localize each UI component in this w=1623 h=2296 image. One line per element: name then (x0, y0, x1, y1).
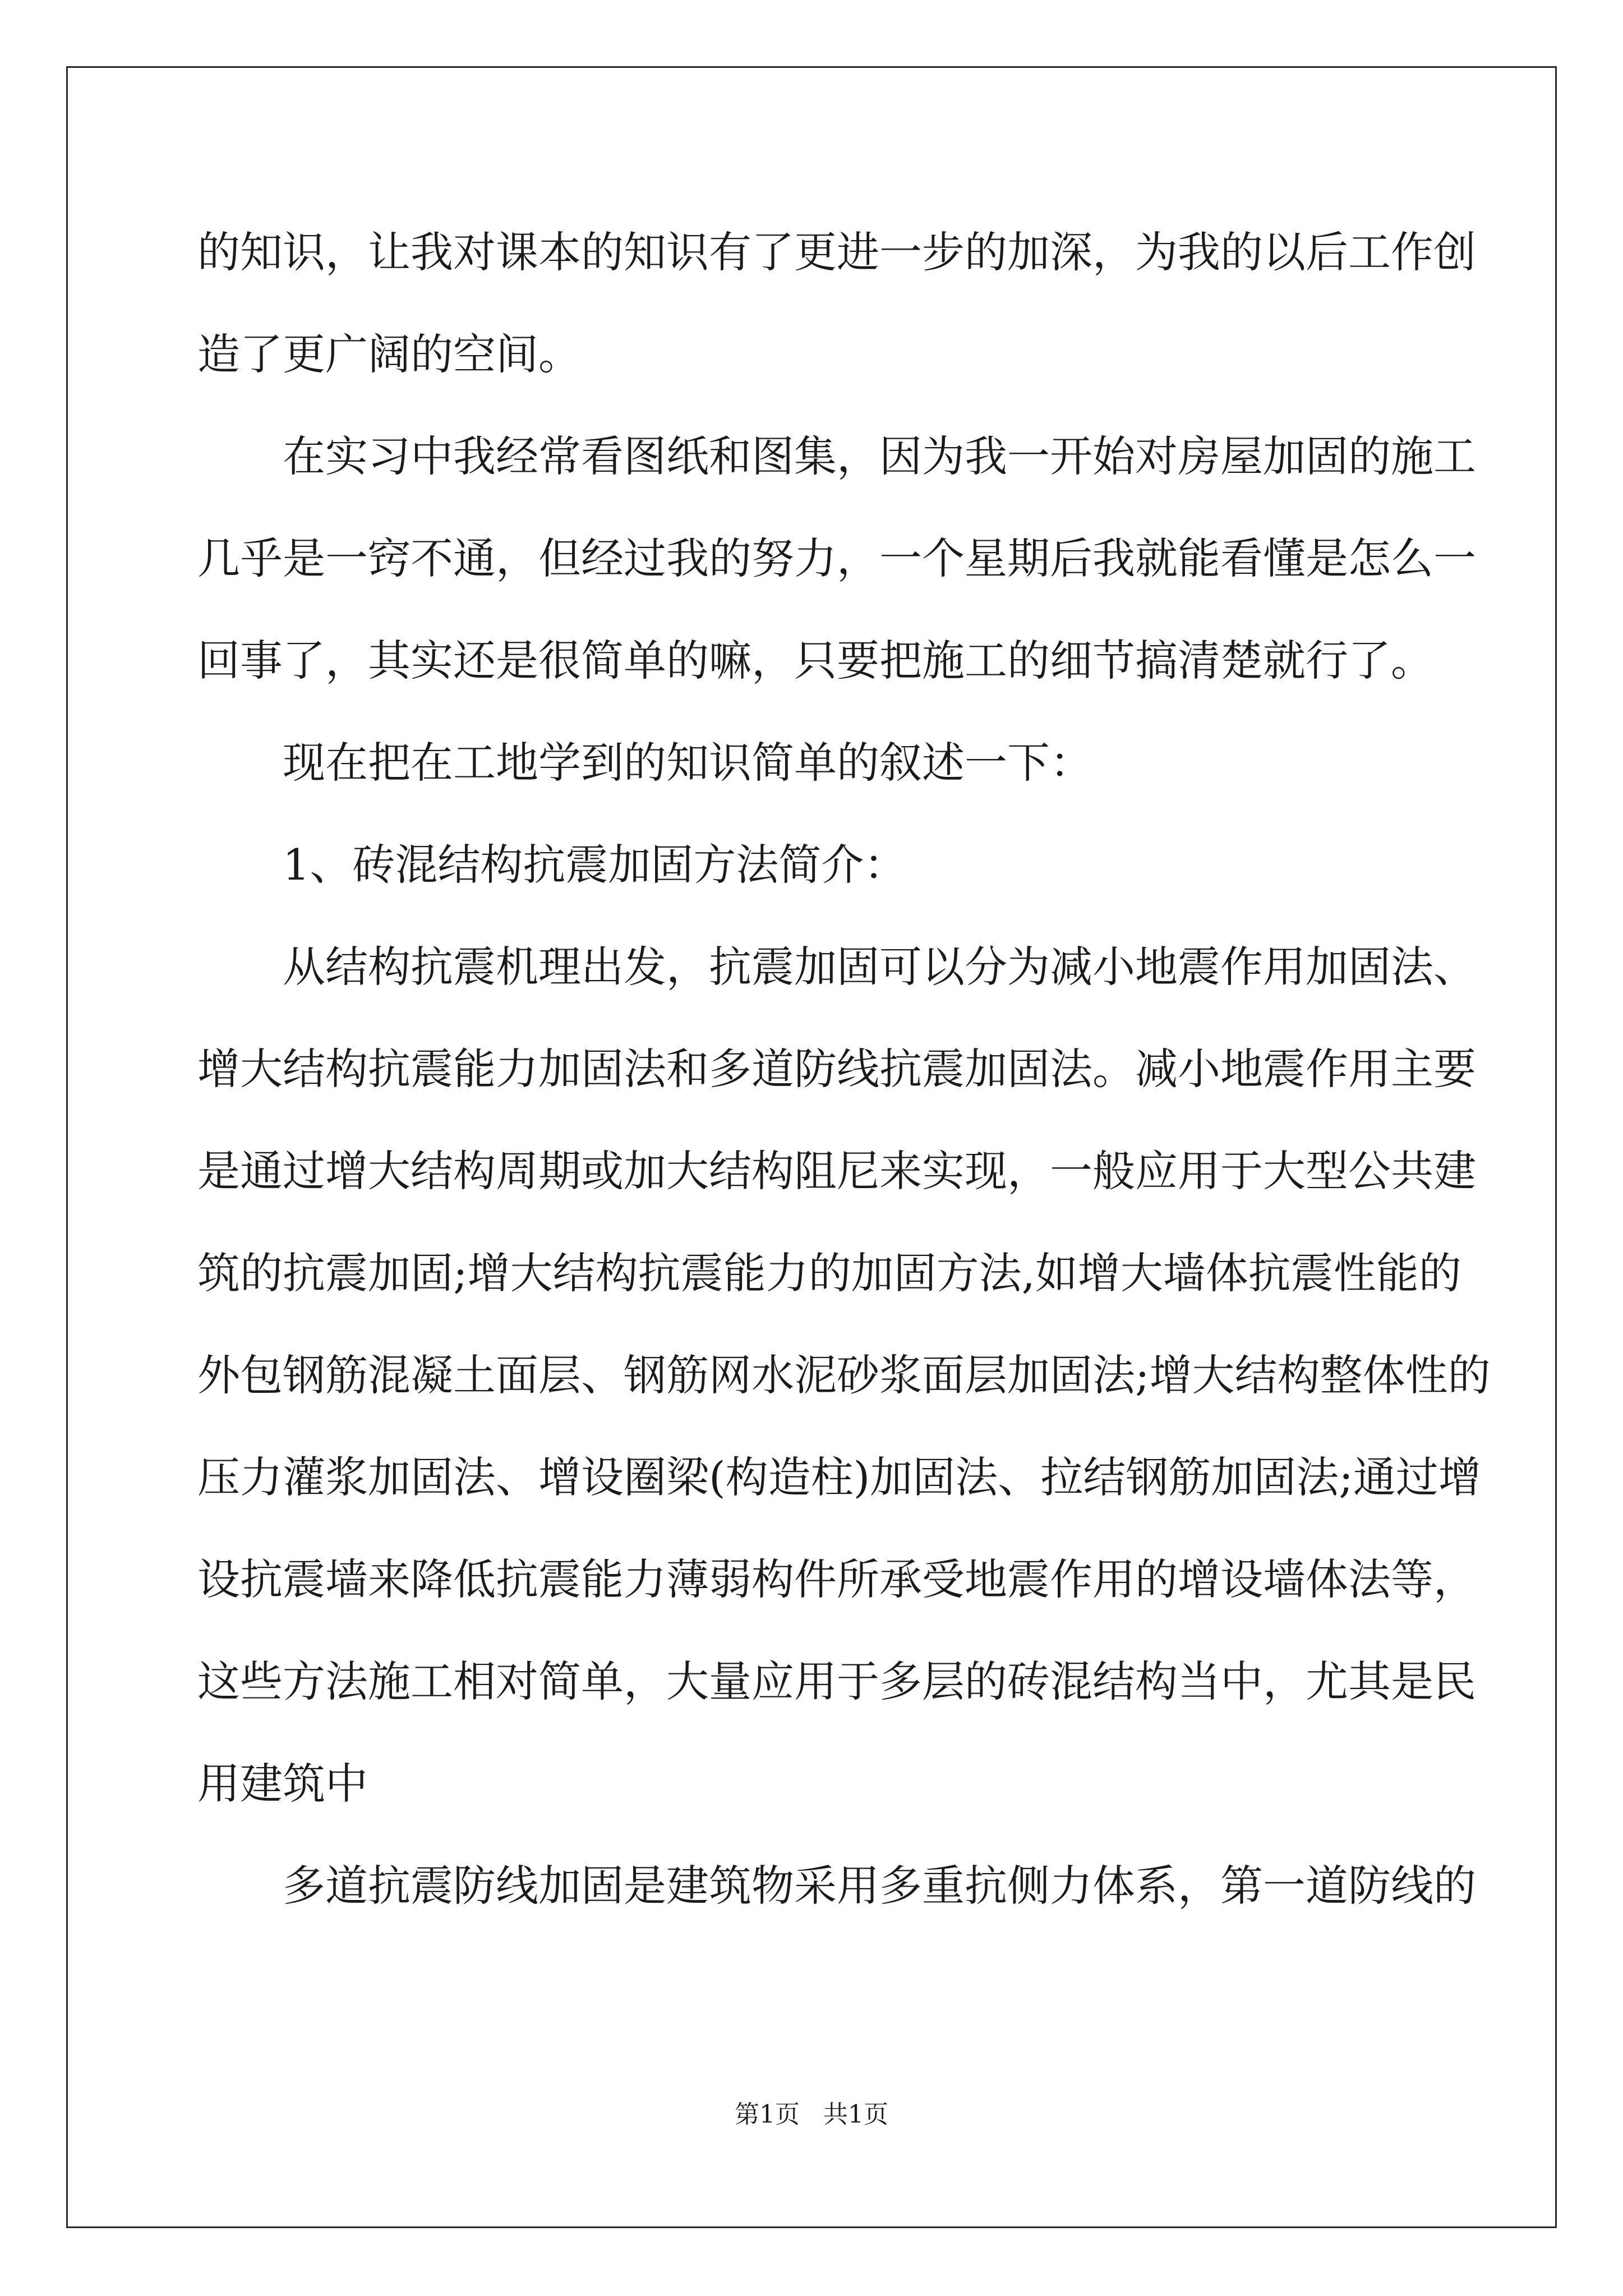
page-footer (0, 2098, 1623, 2132)
text-line: 的知识，让我对课本的知识有了更进一步的加深，为我的以后工作创 (197, 227, 1476, 277)
text-line: 是通过增大结构周期或加大结构阻尼来实现，一般应用于大型公共建 (197, 1146, 1476, 1196)
page-total: 共1页 (823, 2100, 888, 2129)
text-line: 从结构抗震机理出发，抗震加固可以分为减小地震作用加固法、 (283, 942, 1476, 992)
text-line: 外包钢筋混凝土面层、钢筋网水泥砂浆面层加固法;增大结构整体性的 (197, 1350, 1491, 1400)
text-line: 设抗震墙来降低抗震能力薄弱构件所承受地震作用的增设墙体法等， (197, 1554, 1476, 1604)
text-line: 这些方法施工相对简单，大量应用于多层的砖混结构当中，尤其是民 (197, 1657, 1476, 1706)
text-line: 在实习中我经常看图纸和图集，因为我一开始对房屋加固的施工 (283, 431, 1476, 481)
page-number: 第1页 (735, 2100, 800, 2129)
text-line: 多道抗震防线加固是建筑物采用多重抗侧力体系，第一道防线的 (283, 1861, 1476, 1911)
text-line: 筑的抗震加固;增大结构抗震能力的加固方法,如增大墙体抗震性能的 (197, 1248, 1461, 1298)
text-line: 压力灌浆加固法、增设圈梁(构造柱)加固法、拉结钢筋加固法;通过增 (197, 1452, 1481, 1502)
text-line: 几乎是一窍不通，但经过我的努力，一个星期后我就能看懂是怎么一 (197, 533, 1476, 583)
text-line: 造了更广阔的空间。 (197, 329, 581, 379)
text-line: 现在把在工地学到的知识简单的叙述一下： (283, 738, 1092, 788)
text-line: 回事了，其实还是很简单的嘛，只要把施工的细节搞清楚就行了。 (197, 636, 1433, 685)
text-line: 用建筑中 (197, 1759, 368, 1809)
text-line: 1、砖混结构抗震加固方法简介： (283, 840, 907, 890)
text-line: 增大结构抗震能力加固法和多道防线抗震加固法。减小地震作用主要 (197, 1044, 1476, 1094)
document-body (197, 213, 1491, 1949)
